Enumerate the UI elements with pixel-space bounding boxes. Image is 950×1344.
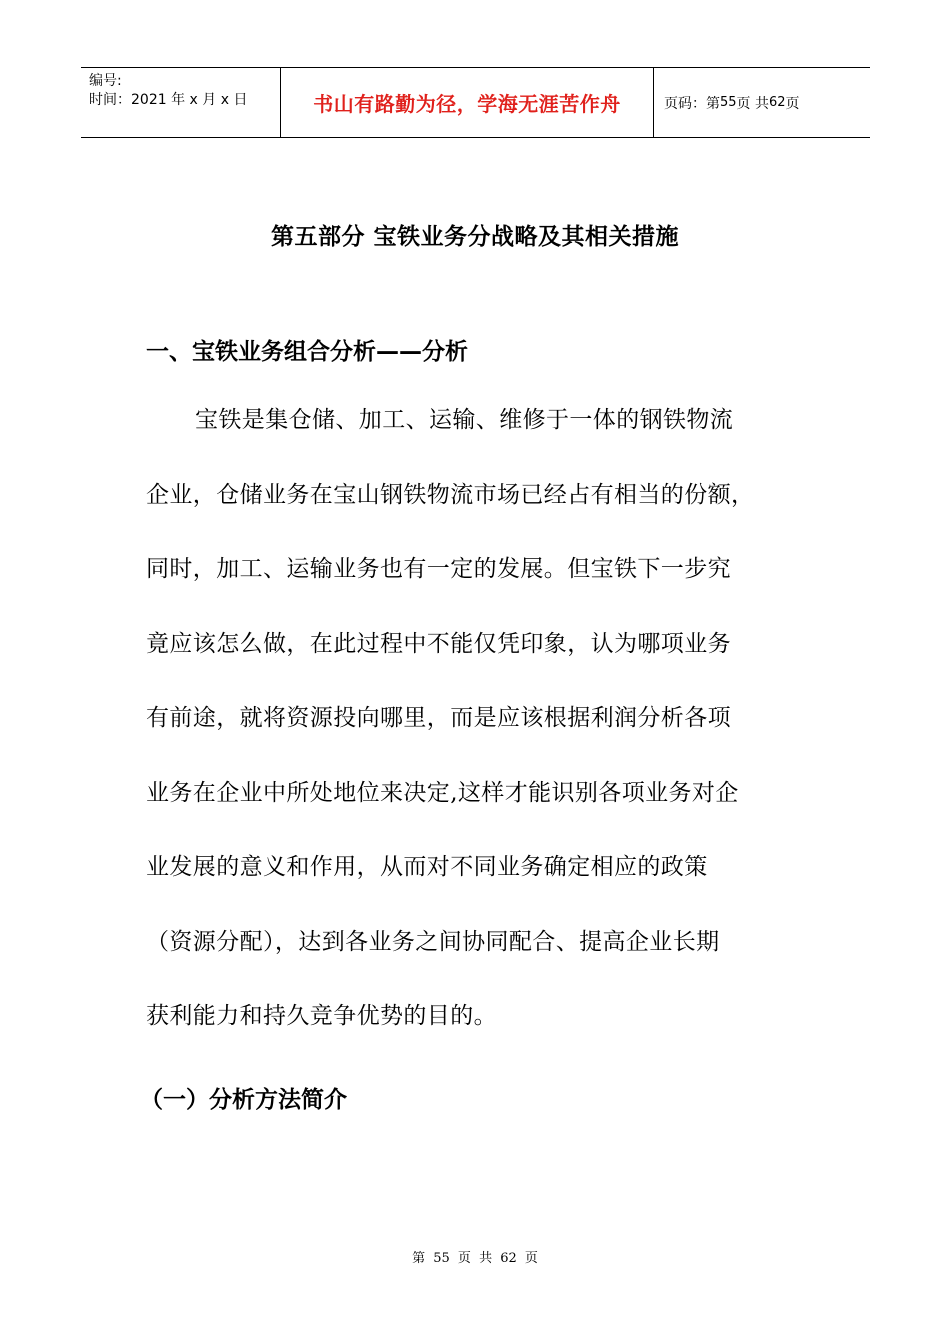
subsection-heading: （一）分析方法简介 — [140, 1087, 347, 1113]
page-suffix: 页 — [785, 95, 800, 112]
paragraph-line: 竟应该怎么做，在此过程中不能仅凭印象，认为哪项业务 — [146, 630, 731, 657]
page-footer: 第 55 页 共 62 页 — [412, 1251, 538, 1266]
document-title: 第五部分 宝铁业务分战略及其相关措施 — [270, 224, 679, 250]
paragraph-line: 企业，仓储业务在宝山钢铁物流市场已经占有相当的份额， — [146, 481, 755, 508]
page-prefix: 页码：第 — [664, 95, 720, 112]
body-paragraph — [146, 383, 811, 1054]
paragraph-line: 宝铁是集仓储、加工、运输、维修于一体的钢铁物流 — [195, 407, 734, 433]
paragraph-line: 同时，加工、运输业务也有一定的发展。但宝铁下一步究 — [146, 556, 731, 582]
paragraph-line: 业务在企业中所处地位来决定,这样才能识别各项业务对企 — [146, 779, 739, 806]
paragraph-line: 业发展的意义和作用，从而对不同业务确定相应的政策 — [146, 854, 708, 880]
page-total: 62 — [769, 95, 786, 110]
page-header — [81, 67, 870, 138]
page-current: 55 — [720, 95, 737, 110]
header-motto-cell — [281, 68, 654, 137]
date-label: 时间：2021 年 x 月 x 日 — [89, 92, 248, 108]
header-meta-cell — [81, 68, 281, 137]
paragraph-line: （资源分配），达到各业务之间协同配合、提高企业长期 — [146, 928, 720, 955]
paragraph-line: 有前途，就将资源投向哪里，而是应该根据利润分析各项 — [146, 705, 731, 731]
paragraph-line: 获利能力和持久竞争优势的目的。 — [146, 1003, 497, 1029]
section-heading: 一、宝铁业务组合分析——分析 — [146, 339, 468, 365]
header-page-cell — [654, 68, 870, 137]
motto-text: 书山有路勤为径，学海无涯苦作舟 — [313, 92, 621, 116]
code-label: 编号: — [89, 73, 122, 89]
page-mid: 页 共 — [736, 95, 769, 112]
